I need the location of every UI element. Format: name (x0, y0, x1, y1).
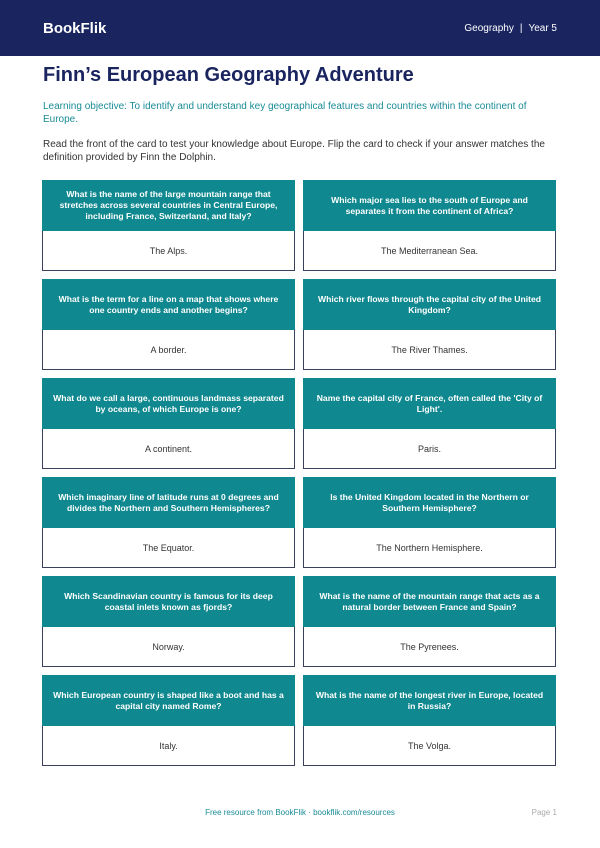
card-answer: The Equator. (42, 528, 295, 568)
card-question: Which European country is shaped like a boot and has a capital city named Rome? (42, 675, 295, 726)
flashcard[interactable] (303, 279, 556, 370)
card-answer: The Pyrenees. (303, 627, 556, 667)
flashcard[interactable] (303, 576, 556, 667)
flashcard[interactable] (42, 576, 295, 667)
card-question: Which river flows through the capital city of the United Kingdom? (303, 279, 556, 330)
header-meta (464, 23, 557, 34)
card-answer: A border. (42, 330, 295, 370)
card-question: What is the name of the large mountain range that stretches across several countries in Central Europe, including France, Switzerland, and Italy? (42, 180, 295, 231)
card-answer: Paris. (303, 429, 556, 469)
flashcard[interactable] (303, 378, 556, 469)
card-question: Name the capital city of France, often called the 'City of Light'. (303, 378, 556, 429)
card-answer: The Alps. (42, 231, 295, 271)
card-question: What is the term for a line on a map that shows where one country ends and another begins? (42, 279, 295, 330)
flashcard[interactable] (303, 477, 556, 568)
learning-objective: Learning objective: To identify and understand key geographical features and countries within the continent of Europe. (43, 101, 527, 125)
card-answer: The River Thames. (303, 330, 556, 370)
card-answer: The Volga. (303, 726, 556, 766)
card-question: Which imaginary line of latitude runs at 0 degrees and divides the Northern and Southern Hemispheres? (42, 477, 295, 528)
flashcard[interactable] (42, 378, 295, 469)
page-number: Page 1 (531, 808, 557, 817)
flashcard[interactable] (303, 180, 556, 271)
card-answer: A continent. (42, 429, 295, 469)
card-answer: The Mediterranean Sea. (303, 231, 556, 271)
card-question: What do we call a large, continuous landmass separated by oceans, of which Europe is one? (42, 378, 295, 429)
brand-logo: BookFlik (43, 19, 107, 37)
card-question: Which Scandinavian country is famous for its deep coastal inlets known as fjords? (42, 576, 295, 627)
card-answer: Norway. (42, 627, 295, 667)
top-bar (0, 0, 600, 56)
flashcard[interactable] (303, 675, 556, 766)
flashcard[interactable] (42, 675, 295, 766)
year-label: Year 5 (528, 22, 557, 34)
card-answer: Italy. (42, 726, 295, 766)
meta-separator: | (519, 22, 523, 34)
subject-label: Geography (464, 22, 514, 34)
flashcard[interactable] (42, 279, 295, 370)
card-question: What is the name of the longest river in Europe, located in Russia? (303, 675, 556, 726)
flashcard[interactable] (42, 477, 295, 568)
footer-credit: Free resource from BookFlik · bookflik.com/resources (205, 808, 395, 817)
card-question: Is the United Kingdom located in the Northern or Southern Hemisphere? (303, 477, 556, 528)
page-title: Finn’s European Geography Adventure (43, 64, 414, 86)
flashcard-grid (42, 180, 557, 766)
card-question: What is the name of the mountain range that acts as a natural border between France and Spain? (303, 576, 556, 627)
card-question: Which major sea lies to the south of Europe and separates it from the continent of Africa? (303, 180, 556, 231)
instructions: Read the front of the card to test your knowledge about Europe. Flip the card to check if your answer matches the definition provided by Finn the Dolphin. (43, 139, 545, 163)
flashcard[interactable] (42, 180, 295, 271)
card-answer: The Northern Hemisphere. (303, 528, 556, 568)
